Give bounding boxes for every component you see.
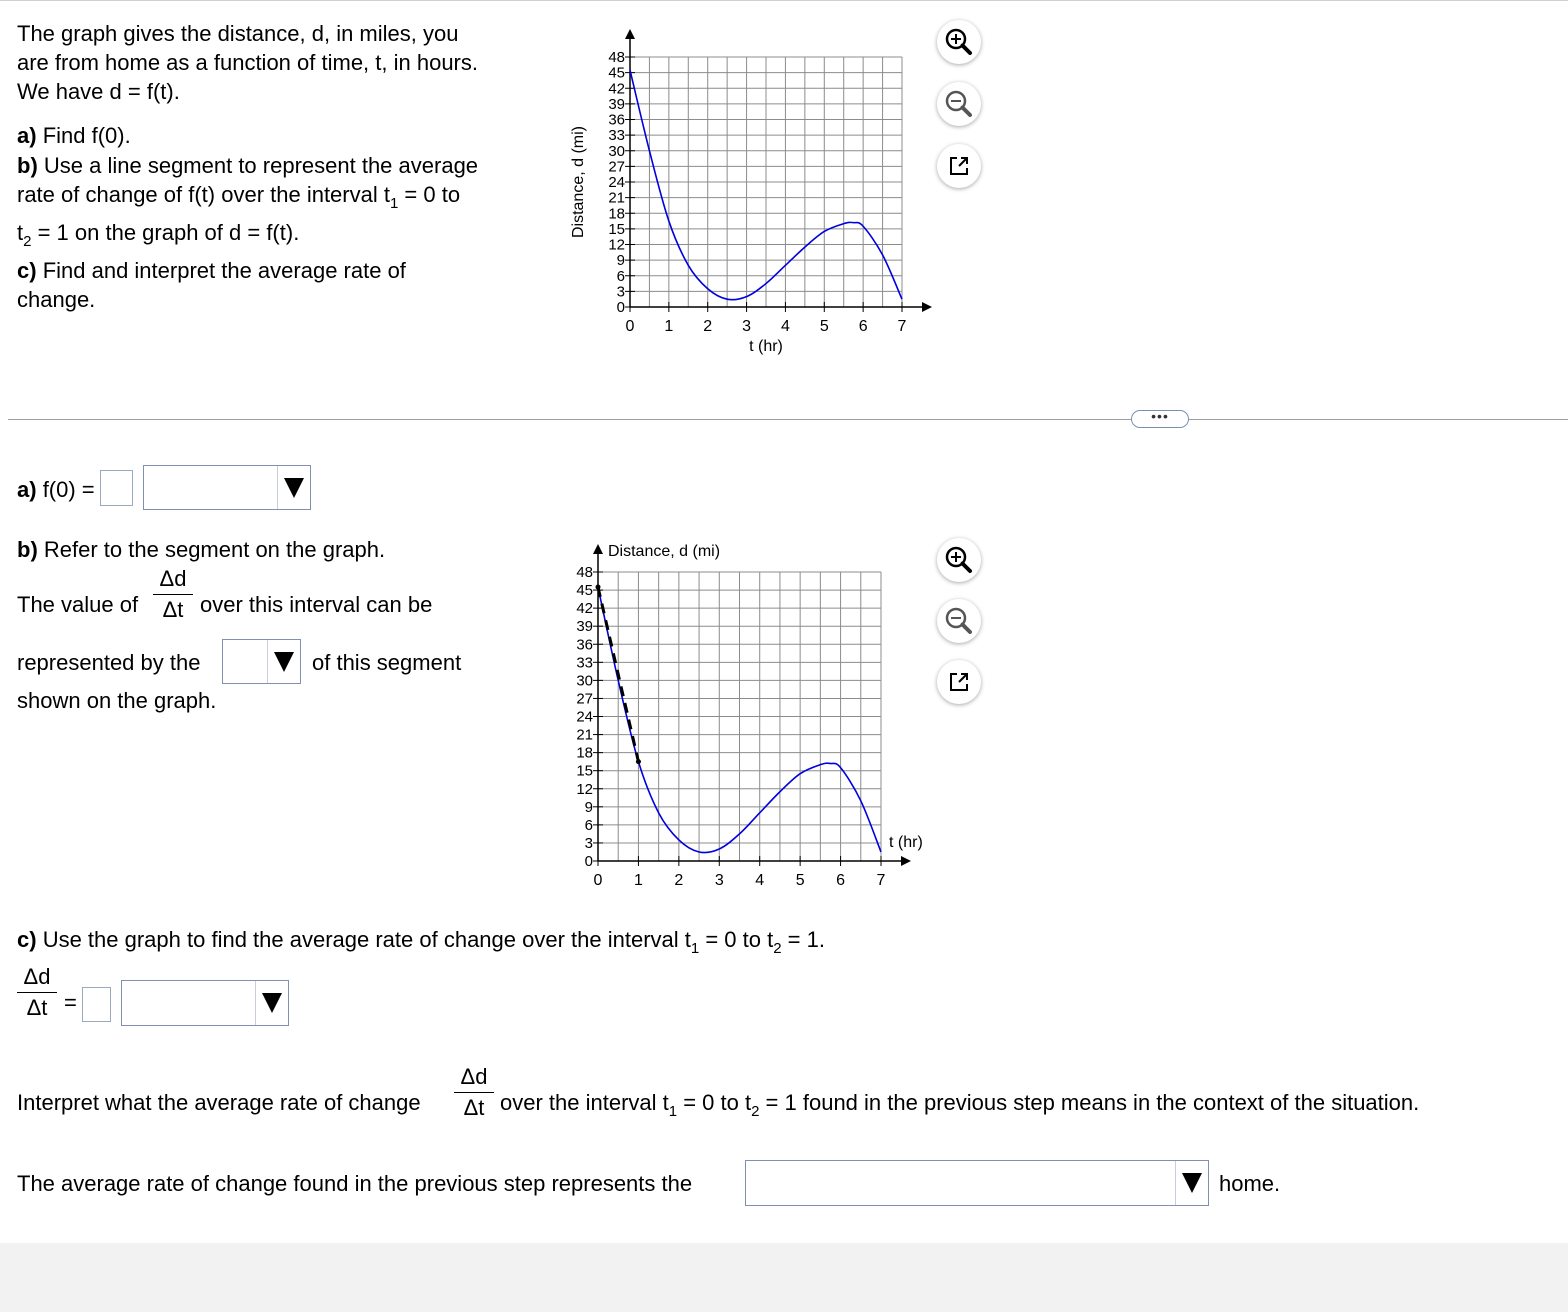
y-tick-label: 33 — [576, 654, 593, 672]
y-tick-label: 48 — [576, 564, 593, 581]
zoom-out-icon — [937, 82, 981, 126]
zoom-in-icon — [937, 538, 981, 582]
x-tick-label: 0 — [593, 872, 603, 889]
x-tick-label: 7 — [876, 872, 886, 889]
x-tick-label: 0 — [625, 318, 635, 335]
answer-b-represented: represented by the — [17, 650, 201, 675]
y-tick-label: 0 — [616, 299, 625, 316]
x-axis-label: t (hr) — [749, 338, 783, 355]
answer-final-dropdown[interactable] — [745, 1160, 1209, 1206]
x-tick-label: 1 — [664, 318, 674, 335]
x-tick-label: 6 — [836, 872, 846, 889]
popout-icon — [937, 660, 981, 704]
y-tick-label: 27 — [576, 690, 593, 708]
question-line-1: The graph gives the distance, d, in miles, you — [17, 21, 459, 46]
delta-fraction-b: Δd Δt — [153, 566, 193, 623]
interpret-text-a: Interpret what the average rate of change — [17, 1090, 421, 1115]
x-tick-label: 2 — [703, 318, 713, 335]
dropdown-arrow-icon — [274, 652, 294, 672]
x-tick-label: 4 — [755, 872, 765, 889]
question-part-a: a) Find f(0). — [17, 123, 131, 148]
y-axis-label: Distance, d (mi) — [608, 543, 721, 560]
answer-b-value-of: The value of — [17, 592, 139, 617]
y-tick-label: 9 — [616, 252, 625, 270]
dropdown-arrow-icon — [262, 993, 282, 1013]
question-part-b: b) Use a line segment to represent the average — [17, 153, 479, 178]
zoom-in-button[interactable] — [937, 20, 981, 64]
y-tick-label: 21 — [608, 189, 625, 207]
answer-c-equals: = — [64, 990, 77, 1015]
interpret-text-b: over the interval $t_1 = 0$ to $t_2 = 1$ found in the previous step means in the context of the situation. — [500, 1090, 1420, 1120]
segment-endpoint — [596, 585, 601, 590]
x-tick-label: 3 — [714, 872, 724, 889]
question-part-c-line2: change. — [17, 287, 96, 312]
y-tick-label: 36 — [576, 636, 593, 654]
more-button[interactable]: ••• — [1131, 410, 1189, 428]
y-tick-label: 12 — [576, 780, 593, 798]
answer-c-input[interactable] — [82, 987, 111, 1022]
x-tick-label: 1 — [633, 872, 643, 889]
y-tick-label: 48 — [608, 49, 625, 66]
final-text-b: home. — [1219, 1171, 1281, 1196]
y-tick-label: 33 — [608, 127, 625, 145]
question-line-2: are from home as a function of time, t, in hours. — [17, 50, 478, 75]
x-tick-label: 2 — [674, 872, 684, 889]
question-part-b-line3: $t_2 = 1$ on the graph of d = f(t). — [17, 220, 300, 250]
y-tick-label: 45 — [576, 582, 593, 600]
answer-b-label: b) Refer to the segment on the graph. — [17, 537, 386, 562]
y-tick-label: 27 — [608, 158, 625, 176]
y-axis-label: Distance, d (mi) — [570, 125, 587, 239]
y-tick-label: 0 — [584, 853, 593, 870]
y-tick-label: 21 — [576, 726, 593, 744]
x-axis-arrow-icon — [922, 302, 932, 312]
y-tick-label: 18 — [576, 744, 593, 762]
distance-graph-question — [560, 20, 940, 365]
y-tick-label: 12 — [608, 236, 625, 254]
answer-a-units-dropdown[interactable] — [143, 465, 311, 510]
zoom-in-button-2[interactable] — [937, 538, 981, 582]
question-part-b-line2: rate of change of f(t) over the interval $t_1 = 0$ to — [17, 182, 461, 212]
y-tick-label: 42 — [608, 80, 625, 98]
delta-fraction-c: Δd Δt — [17, 964, 57, 1021]
y-tick-label: 39 — [576, 618, 593, 636]
y-tick-label: 39 — [608, 95, 625, 113]
answer-b-of-segment: of this segment — [312, 650, 462, 675]
answer-c-label: c) Use the graph to find the average rate of change over the interval $t_1 = 0$ to $t_2 = 1$. — [17, 927, 825, 957]
x-tick-label: 3 — [742, 318, 752, 335]
y-tick-label: 6 — [584, 816, 593, 834]
answer-a-input[interactable] — [100, 470, 133, 506]
answer-b-over: over this interval can be — [200, 592, 433, 617]
answer-a-label: a) f(0) = — [17, 477, 95, 502]
popout-button[interactable] — [937, 144, 981, 188]
dropdown-arrow-icon — [1182, 1173, 1202, 1193]
section-divider — [8, 419, 1568, 420]
y-tick-label: 24 — [608, 174, 625, 191]
y-tick-label: 42 — [576, 600, 593, 618]
x-tick-label: 6 — [858, 318, 868, 335]
y-tick-label: 45 — [608, 64, 625, 82]
popout-button-2[interactable] — [937, 660, 981, 704]
top-border — [0, 0, 1568, 1]
answer-c-units-dropdown[interactable] — [121, 980, 289, 1026]
y-tick-label: 3 — [584, 834, 593, 852]
question-line-3: We have d = f(t). — [17, 79, 180, 104]
y-tick-label: 24 — [576, 708, 593, 726]
y-tick-label: 30 — [576, 672, 593, 690]
question-part-c: c) Find and interpret the average rate of — [17, 258, 406, 283]
y-axis-arrow-icon — [625, 29, 635, 39]
zoom-in-icon — [937, 20, 981, 64]
distance-graph-answer — [550, 535, 940, 900]
y-axis-arrow-icon — [593, 544, 603, 554]
zoom-out-icon — [937, 599, 981, 643]
segment-endpoint — [636, 759, 641, 764]
answer-b-dropdown[interactable] — [222, 639, 301, 684]
x-axis-label: t (hr) — [889, 834, 923, 851]
x-tick-label: 7 — [897, 318, 907, 335]
y-tick-label: 15 — [608, 220, 625, 238]
final-text-a: The average rate of change found in the previous step represents the — [17, 1171, 693, 1196]
delta-fraction-interp: Δd Δt — [454, 1064, 494, 1121]
y-tick-label: 30 — [608, 142, 625, 160]
y-tick-label: 9 — [584, 798, 593, 816]
dropdown-arrow-icon — [284, 478, 304, 498]
popout-icon — [937, 144, 981, 188]
y-tick-label: 3 — [616, 283, 625, 301]
x-tick-label: 5 — [795, 872, 805, 889]
x-tick-label: 4 — [780, 318, 790, 335]
zoom-out-button-2[interactable] — [937, 599, 981, 643]
zoom-out-button[interactable] — [937, 82, 981, 126]
x-tick-label: 5 — [819, 318, 829, 335]
x-axis-arrow-icon — [901, 856, 911, 866]
y-tick-label: 6 — [616, 267, 625, 285]
answer-b-shown: shown on the graph. — [17, 688, 217, 713]
y-tick-label: 36 — [608, 111, 625, 129]
y-tick-label: 18 — [608, 205, 625, 223]
y-tick-label: 15 — [576, 762, 593, 780]
footer-bar — [0, 1243, 1568, 1312]
